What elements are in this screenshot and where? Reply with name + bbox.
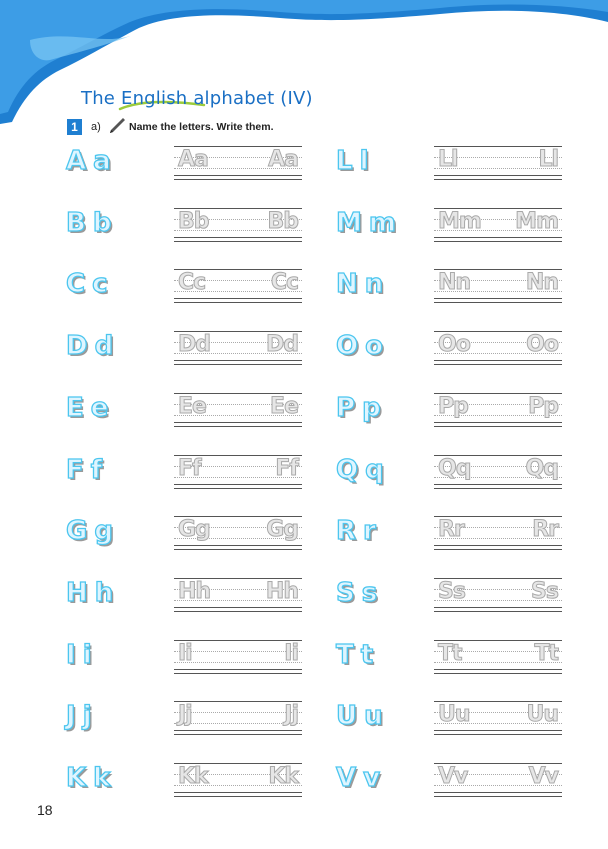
guide-line bbox=[434, 237, 562, 238]
guide-line bbox=[434, 792, 562, 793]
guide-line bbox=[174, 730, 302, 731]
writing-lines[interactable] bbox=[174, 208, 302, 242]
trace-pair: Kk bbox=[268, 764, 298, 789]
trace-pair: Gg bbox=[178, 517, 210, 542]
model-letters bbox=[66, 516, 114, 546]
trace-letters bbox=[174, 209, 302, 234]
uppercase-letter: A bbox=[66, 146, 88, 176]
uppercase-letter: G bbox=[66, 516, 89, 546]
guide-line bbox=[434, 549, 562, 550]
trace-pair: Ff bbox=[178, 456, 201, 481]
model-letters bbox=[336, 208, 397, 238]
trace-pair: Kk bbox=[178, 764, 208, 789]
guide-line bbox=[434, 179, 562, 180]
lowercase-letter: m bbox=[368, 208, 397, 238]
model-letters bbox=[66, 269, 109, 299]
writing-lines[interactable] bbox=[434, 331, 562, 365]
lowercase-letter: n bbox=[364, 269, 385, 299]
writing-lines[interactable] bbox=[174, 578, 302, 612]
guide-line bbox=[434, 241, 562, 242]
writing-lines[interactable] bbox=[434, 269, 562, 303]
trace-pair: Vv bbox=[438, 764, 468, 789]
trace-pair: Ll bbox=[438, 147, 458, 172]
lowercase-letter: o bbox=[365, 331, 384, 361]
pen-icon bbox=[107, 116, 127, 136]
model-letters bbox=[66, 393, 109, 423]
trace-pair: Ss bbox=[438, 579, 465, 604]
uppercase-letter: D bbox=[66, 331, 89, 361]
guide-line bbox=[174, 607, 302, 608]
trace-letters bbox=[174, 394, 302, 419]
writing-lines[interactable] bbox=[174, 516, 302, 550]
uppercase-letter: L bbox=[336, 146, 354, 176]
guide-line bbox=[174, 669, 302, 670]
uppercase-letter: P bbox=[336, 393, 357, 423]
exercise-sub-label: a) bbox=[91, 121, 101, 133]
trace-pair: Dd bbox=[178, 332, 211, 357]
trace-pair: Uu bbox=[526, 702, 558, 727]
trace-pair: Mm bbox=[438, 209, 481, 234]
exercise-instruction: Name the letters. Write them. bbox=[129, 121, 274, 133]
trace-pair: Ss bbox=[531, 579, 558, 604]
trace-pair: Uu bbox=[438, 702, 470, 727]
writing-lines[interactable] bbox=[434, 516, 562, 550]
guide-line bbox=[174, 545, 302, 546]
model-letters bbox=[336, 578, 378, 608]
model-letters bbox=[336, 269, 384, 299]
guide-line bbox=[174, 364, 302, 365]
lowercase-letter: v bbox=[363, 763, 382, 793]
guide-line bbox=[174, 796, 302, 797]
writing-lines[interactable] bbox=[174, 455, 302, 489]
trace-pair: Oo bbox=[438, 332, 470, 357]
guide-line bbox=[434, 730, 562, 731]
trace-letters bbox=[434, 764, 562, 789]
trace-pair: Ii bbox=[284, 641, 298, 666]
model-letters bbox=[336, 640, 374, 670]
guide-line bbox=[174, 734, 302, 735]
model-letters bbox=[66, 763, 111, 793]
uppercase-letter: I bbox=[66, 640, 77, 670]
trace-pair: Mm bbox=[515, 209, 558, 234]
guide-line bbox=[434, 298, 562, 299]
uppercase-letter: F bbox=[66, 455, 85, 485]
guide-line bbox=[174, 488, 302, 489]
writing-lines[interactable] bbox=[174, 640, 302, 674]
trace-pair: Tt bbox=[438, 641, 462, 666]
lowercase-letter: g bbox=[94, 516, 114, 546]
model-letters bbox=[336, 516, 377, 546]
guide-line bbox=[174, 179, 302, 180]
model-letters bbox=[336, 763, 381, 793]
uppercase-letter: V bbox=[336, 763, 358, 793]
writing-lines[interactable] bbox=[434, 146, 562, 180]
trace-pair: Bb bbox=[178, 209, 209, 234]
trace-pair: Ee bbox=[178, 394, 206, 419]
trace-pair: Tt bbox=[534, 641, 558, 666]
guide-line bbox=[434, 426, 562, 427]
trace-pair: Hh bbox=[265, 579, 298, 604]
uppercase-letter: H bbox=[66, 578, 89, 608]
model-letters bbox=[336, 701, 384, 731]
writing-lines[interactable] bbox=[174, 146, 302, 180]
guide-line bbox=[174, 792, 302, 793]
model-letters bbox=[336, 331, 384, 361]
trace-letters bbox=[174, 147, 302, 172]
trace-letters bbox=[434, 394, 562, 419]
lowercase-letter: e bbox=[90, 393, 110, 423]
model-letters bbox=[336, 393, 382, 423]
trace-letters bbox=[434, 641, 562, 666]
trace-pair: Bb bbox=[267, 209, 298, 234]
writing-lines[interactable] bbox=[434, 455, 562, 489]
trace-pair: Vv bbox=[528, 764, 558, 789]
trace-letters bbox=[174, 270, 302, 295]
trace-pair: Qq bbox=[438, 456, 471, 481]
uppercase-letter: Q bbox=[336, 455, 360, 485]
trace-letters bbox=[434, 456, 562, 481]
model-letters bbox=[66, 455, 103, 485]
model-letters bbox=[66, 578, 114, 608]
uppercase-letter: K bbox=[66, 763, 88, 793]
guide-line bbox=[174, 611, 302, 612]
writing-lines[interactable] bbox=[434, 701, 562, 735]
trace-pair: Ll bbox=[538, 147, 558, 172]
guide-line bbox=[434, 669, 562, 670]
trace-letters bbox=[434, 517, 562, 542]
uppercase-letter: S bbox=[336, 578, 356, 608]
guide-line bbox=[174, 484, 302, 485]
guide-line bbox=[434, 673, 562, 674]
lowercase-letter: k bbox=[93, 763, 112, 793]
trace-letters bbox=[434, 270, 562, 295]
lowercase-letter: h bbox=[94, 578, 115, 608]
guide-line bbox=[434, 364, 562, 365]
guide-line bbox=[434, 607, 562, 608]
trace-pair: Nn bbox=[525, 270, 558, 295]
model-letters bbox=[336, 455, 385, 485]
uppercase-letter: R bbox=[336, 516, 358, 546]
lowercase-letter: r bbox=[363, 516, 377, 546]
lowercase-letter: t bbox=[360, 640, 375, 670]
uppercase-letter: C bbox=[66, 269, 87, 299]
trace-letters bbox=[434, 702, 562, 727]
trace-pair: Aa bbox=[178, 147, 208, 172]
uppercase-letter: N bbox=[336, 269, 359, 299]
guide-line bbox=[174, 360, 302, 361]
trace-letters bbox=[174, 332, 302, 357]
trace-letters bbox=[434, 579, 562, 604]
lowercase-letter: c bbox=[92, 269, 109, 299]
uppercase-letter: T bbox=[336, 640, 355, 670]
lowercase-letter: p bbox=[362, 393, 382, 423]
writing-lines[interactable] bbox=[174, 393, 302, 427]
lowercase-letter: f bbox=[90, 455, 104, 485]
uppercase-letter: J bbox=[66, 701, 77, 731]
writing-lines[interactable] bbox=[174, 269, 302, 303]
trace-pair: Jj bbox=[284, 702, 298, 727]
trace-letters bbox=[174, 641, 302, 666]
uppercase-letter: U bbox=[336, 701, 359, 731]
trace-pair: Hh bbox=[178, 579, 211, 604]
writing-lines[interactable] bbox=[434, 763, 562, 797]
trace-letters bbox=[174, 702, 302, 727]
trace-pair: Cc bbox=[270, 270, 298, 295]
trace-pair: Oo bbox=[526, 332, 558, 357]
model-letters bbox=[66, 331, 114, 361]
guide-line bbox=[434, 484, 562, 485]
writing-lines[interactable] bbox=[434, 208, 562, 242]
trace-pair: Dd bbox=[265, 332, 298, 357]
trace-pair: Gg bbox=[266, 517, 298, 542]
guide-line bbox=[434, 734, 562, 735]
trace-pair: Cc bbox=[178, 270, 206, 295]
trace-letters bbox=[174, 517, 302, 542]
trace-pair: Jj bbox=[178, 702, 192, 727]
uppercase-letter: E bbox=[66, 393, 85, 423]
lowercase-letter: q bbox=[365, 455, 385, 485]
model-letters bbox=[66, 208, 112, 238]
guide-line bbox=[174, 241, 302, 242]
trace-pair: Ff bbox=[275, 456, 298, 481]
lowercase-letter: s bbox=[361, 578, 379, 608]
trace-pair: Pp bbox=[528, 394, 558, 419]
guide-line bbox=[174, 422, 302, 423]
trace-letters bbox=[174, 456, 302, 481]
writing-lines[interactable] bbox=[174, 701, 302, 735]
lowercase-letter: j bbox=[82, 701, 93, 731]
guide-line bbox=[174, 175, 302, 176]
guide-line bbox=[434, 175, 562, 176]
trace-letters bbox=[174, 579, 302, 604]
guide-line bbox=[434, 611, 562, 612]
uppercase-letter: B bbox=[66, 208, 87, 238]
guide-line bbox=[174, 298, 302, 299]
trace-pair: Ee bbox=[270, 394, 298, 419]
trace-letters bbox=[434, 147, 562, 172]
writing-lines[interactable] bbox=[174, 763, 302, 797]
uppercase-letter: O bbox=[336, 331, 360, 361]
guide-line bbox=[174, 673, 302, 674]
guide-line bbox=[434, 796, 562, 797]
guide-line bbox=[174, 426, 302, 427]
lowercase-letter: i bbox=[82, 640, 93, 670]
trace-letters bbox=[174, 764, 302, 789]
trace-letters bbox=[434, 332, 562, 357]
lowercase-letter: d bbox=[94, 331, 115, 361]
writing-lines[interactable] bbox=[434, 393, 562, 427]
model-letters bbox=[66, 701, 93, 731]
trace-pair: Rr bbox=[532, 517, 558, 542]
lowercase-letter: a bbox=[93, 146, 112, 176]
lowercase-letter: l bbox=[359, 146, 370, 176]
trace-pair: Pp bbox=[438, 394, 468, 419]
writing-lines[interactable] bbox=[174, 331, 302, 365]
model-letters bbox=[336, 146, 370, 176]
guide-line bbox=[434, 488, 562, 489]
guide-line bbox=[434, 545, 562, 546]
lowercase-letter: u bbox=[364, 701, 384, 731]
trace-pair: Aa bbox=[268, 147, 298, 172]
exercise-number: 1 bbox=[67, 119, 82, 135]
trace-pair: Ii bbox=[178, 641, 192, 666]
guide-line bbox=[174, 549, 302, 550]
page-title: The English alphabet (IV) bbox=[81, 88, 313, 109]
guide-line bbox=[434, 360, 562, 361]
guide-line bbox=[434, 422, 562, 423]
uppercase-letter: M bbox=[336, 208, 363, 238]
trace-pair: Nn bbox=[438, 270, 471, 295]
guide-line bbox=[174, 237, 302, 238]
model-letters bbox=[66, 146, 112, 176]
writing-lines[interactable] bbox=[434, 640, 562, 674]
page-number: 18 bbox=[37, 802, 53, 818]
guide-line bbox=[434, 302, 562, 303]
trace-pair: Qq bbox=[525, 456, 558, 481]
model-letters bbox=[66, 640, 93, 670]
writing-lines[interactable] bbox=[434, 578, 562, 612]
guide-line bbox=[174, 302, 302, 303]
trace-letters bbox=[434, 209, 562, 234]
trace-pair: Rr bbox=[438, 517, 464, 542]
lowercase-letter: b bbox=[92, 208, 113, 238]
